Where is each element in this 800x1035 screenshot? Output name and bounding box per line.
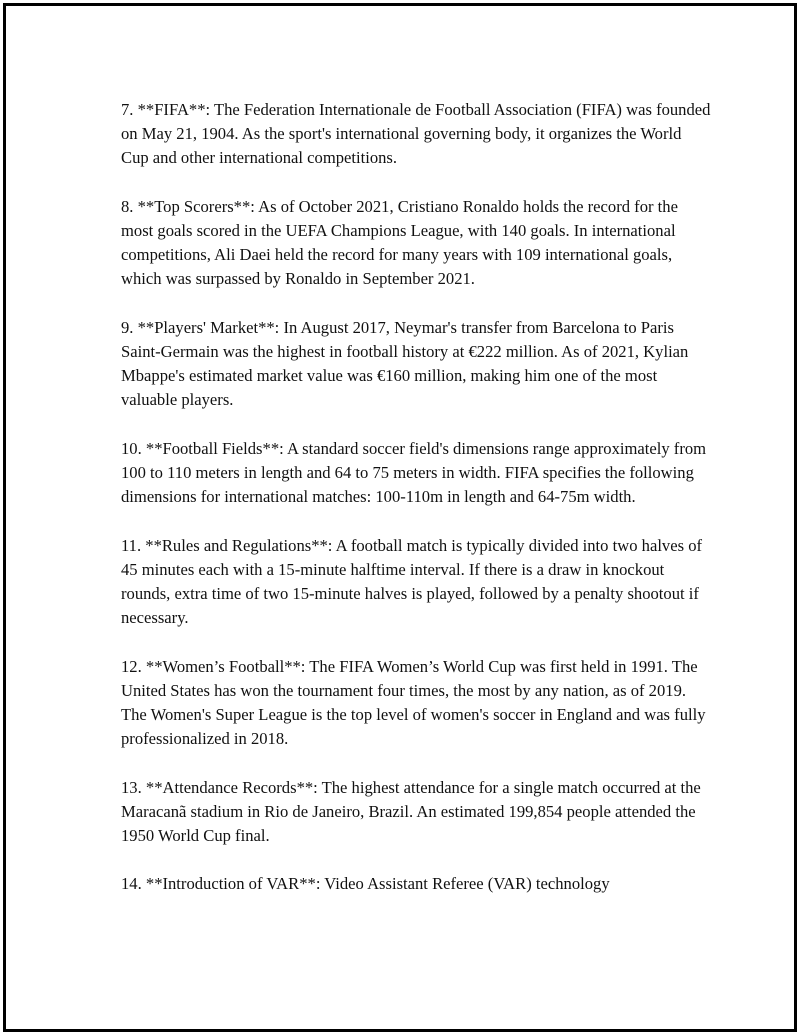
paragraph-introduction-of-var: 14. **Introduction of VAR**: Video Assistant Referee (VAR) technology — [121, 874, 610, 894]
page-frame — [3, 3, 797, 1032]
paragraph-top-scorers: 8. **Top Scorers**: As of October 2021, Cristiano Ronaldo holds the record for the most goals scored in the UEFA Champions League, with 140 goals. In international competitions, Ali Daei held the record for many years with 109 international goals, which was surpassed by Ronaldo in September 2021. — [121, 196, 678, 289]
paragraph-rules-and-regulations: 11. **Rules and Regulations**: A football match is typically divided into two halves of 45 minutes each with a 15-minute halftime interval. If there is a draw in knockout rounds, extra time of two 15-minute halves is played, followed by a penalty shootout if necessary. — [121, 535, 703, 628]
paragraph-womens-football: 12. **Women’s Football**: The FIFA Women’s World Cup was first held in 1991. The United States has won the tournament four times, the most by any nation, as of 2019. The Women's Super League is the top level of women's soccer in England and was fully professionalized in 2018. — [121, 656, 706, 749]
paragraph-players-market: 9. **Players' Market**: In August 2017, Neymar's transfer from Barcelona to Paris Saint-Germain was the highest in football history at €222 million. As of 2021, Kylian Mbappe's estimated market value was €160 million, making him one of the most valuable players. — [121, 317, 689, 410]
paragraph-fifa: 7. **FIFA**: The Federation Internationale de Football Association (FIFA) was founded on May 21, 1904. As the sport's international governing body, it organizes the World Cup and other international competitions. — [121, 100, 711, 168]
paragraph-football-fields: 10. **Football Fields**: A standard soccer field's dimensions range approximately from 100 to 110 meters in length and 64 to 75 meters in width. FIFA specifies the following dimensions for international matches: 100-110m in length and 64-75m width. — [121, 438, 707, 507]
paragraph-attendance-records: 13. **Attendance Records**: The highest attendance for a single match occurred at the Maracanã stadium in Rio de Janeiro, Brazil. An estimated 199,854 people attended the 1950 World Cup final. — [121, 777, 701, 845]
document-body — [121, 98, 711, 921]
